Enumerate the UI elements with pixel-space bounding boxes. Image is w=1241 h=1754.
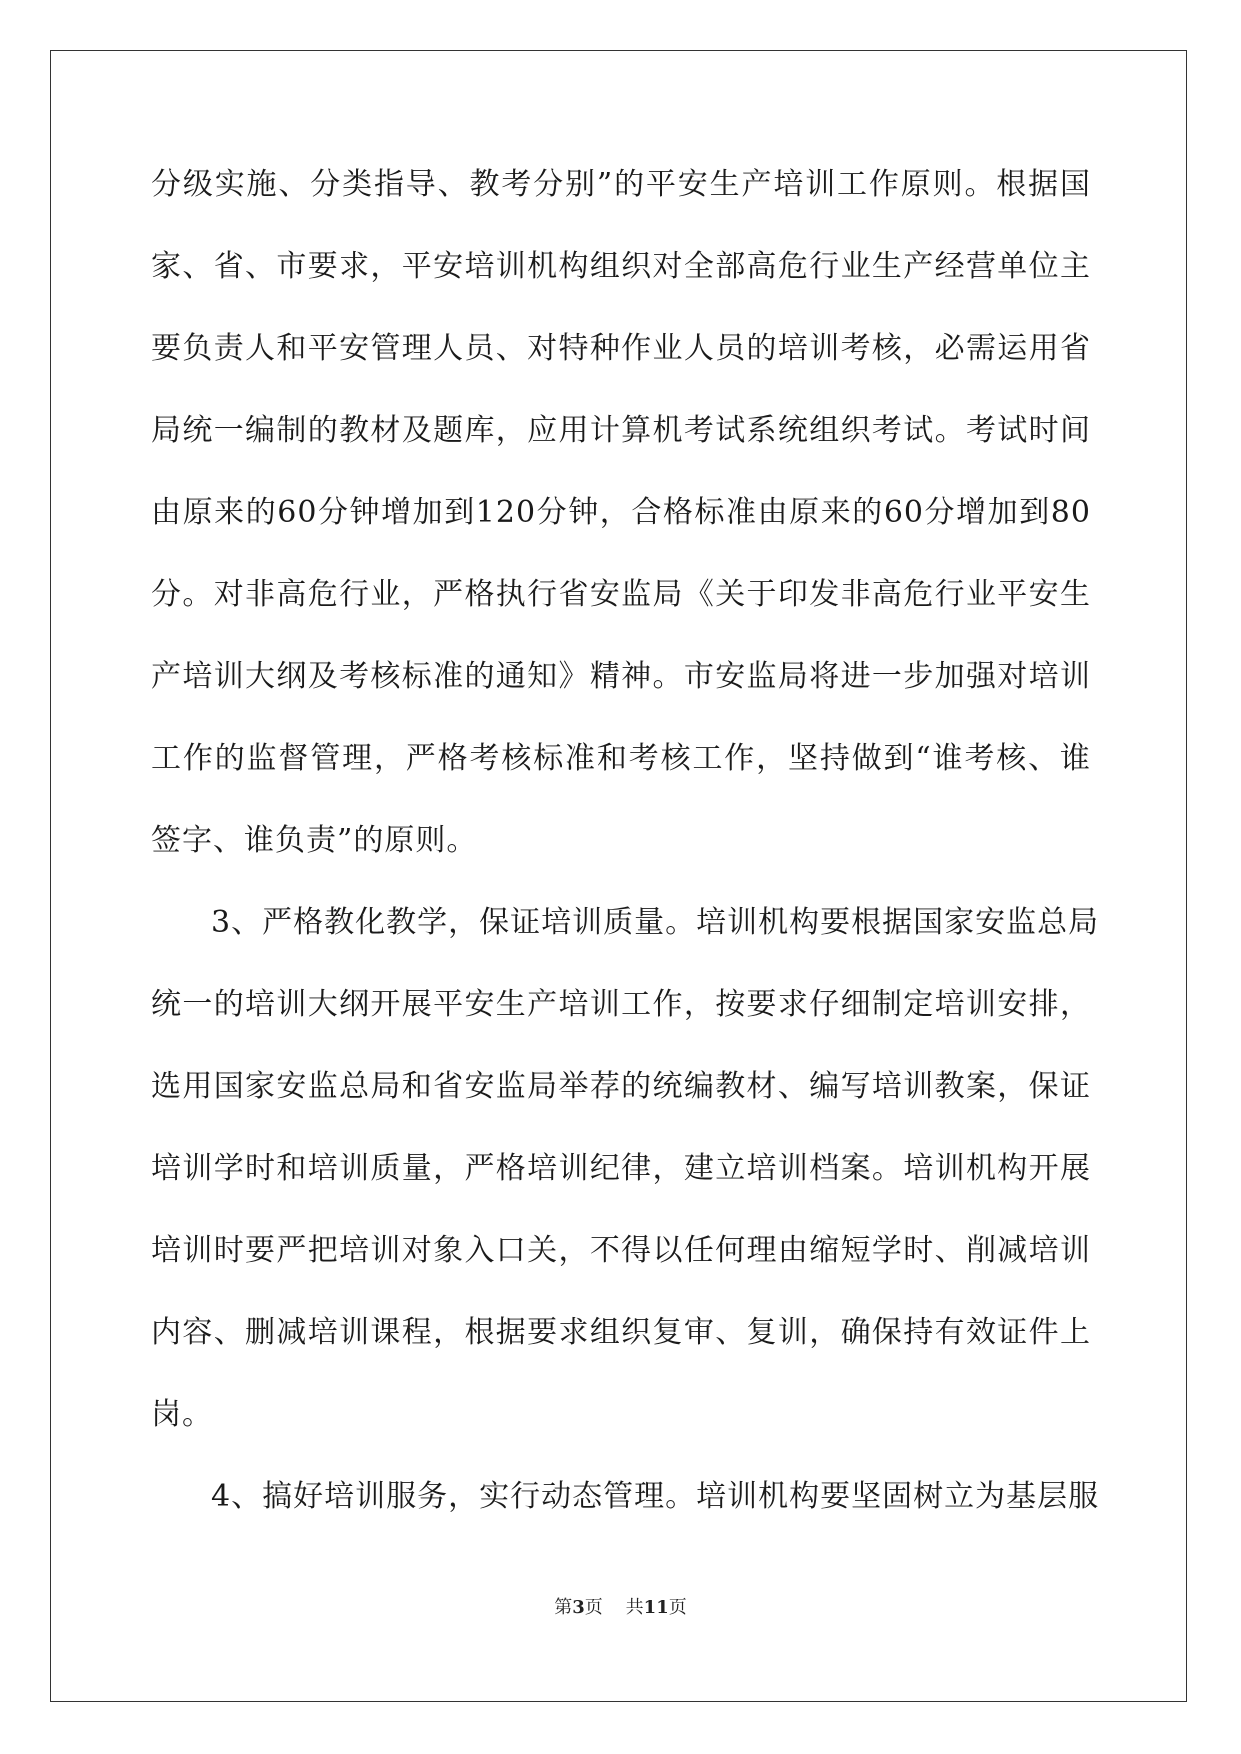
text-line: 内容、删减培训课程，根据要求组织复审、复训，确保持有效证件上 [151,1315,1091,1350]
text-line: 要负责人和平安管理人员、对特种作业人员的培训考核，必需运用省 [151,331,1091,366]
text-line: 培训学时和培训质量，严格培训纪律，建立培训档案。培训机构开展 [151,1151,1091,1186]
document-body [151,160,1100,1554]
text-line: 4、搞好培训服务，实行动态管理。培训机构要坚固树立为基层服 [211,1479,1100,1514]
text-line: 选用国家安监总局和省安监局举荐的统编教材、编写培训教案，保证 [151,1069,1091,1104]
page-total: 11 [643,1597,669,1618]
text-line: 产培训大纲及考核标准的通知》精神。市安监局将进一步加强对培训 [151,659,1091,694]
text-line: 局统一编制的教材及题库，应用计算机考试系统组织考试。考试时间 [151,413,1091,448]
text-line: 统一的培训大纲开展平安生产培训工作，按要求仔细制定培训安排， [151,987,1091,1022]
page-suffix: 页 [584,1597,603,1618]
text-line: 签字、谁负责”的原则。 [151,823,478,858]
page-current: 3 [572,1597,585,1618]
text-line: 由原来的60分钟增加到120分钟，合格标准由原来的60分增加到80 [151,495,1091,530]
text-line: 分级实施、分类指导、教考分别”的平安生产培训工作原则。根据国 [151,167,1091,202]
text-line: 3、严格教化教学，保证培训质量。培训机构要根据国家安监总局 [211,905,1100,940]
total-prefix: 共 [625,1597,644,1618]
text-line: 培训时要严把培训对象入口关，不得以任何理由缩短学时、削减培训 [151,1233,1091,1268]
text-line: 工作的监督管理，严格考核标准和考核工作，坚持做到“谁考核、谁 [151,741,1091,776]
text-line: 分。对非高危行业，严格执行省安监局《关于印发非高危行业平安生 [151,577,1091,612]
total-suffix: 页 [668,1597,687,1618]
text-line: 家、省、市要求，平安培训机构组织对全部高危行业生产经营单位主 [151,249,1091,284]
page-footer [0,1593,1241,1619]
page-prefix: 第 [554,1597,573,1618]
text-line: 岗。 [151,1397,213,1432]
